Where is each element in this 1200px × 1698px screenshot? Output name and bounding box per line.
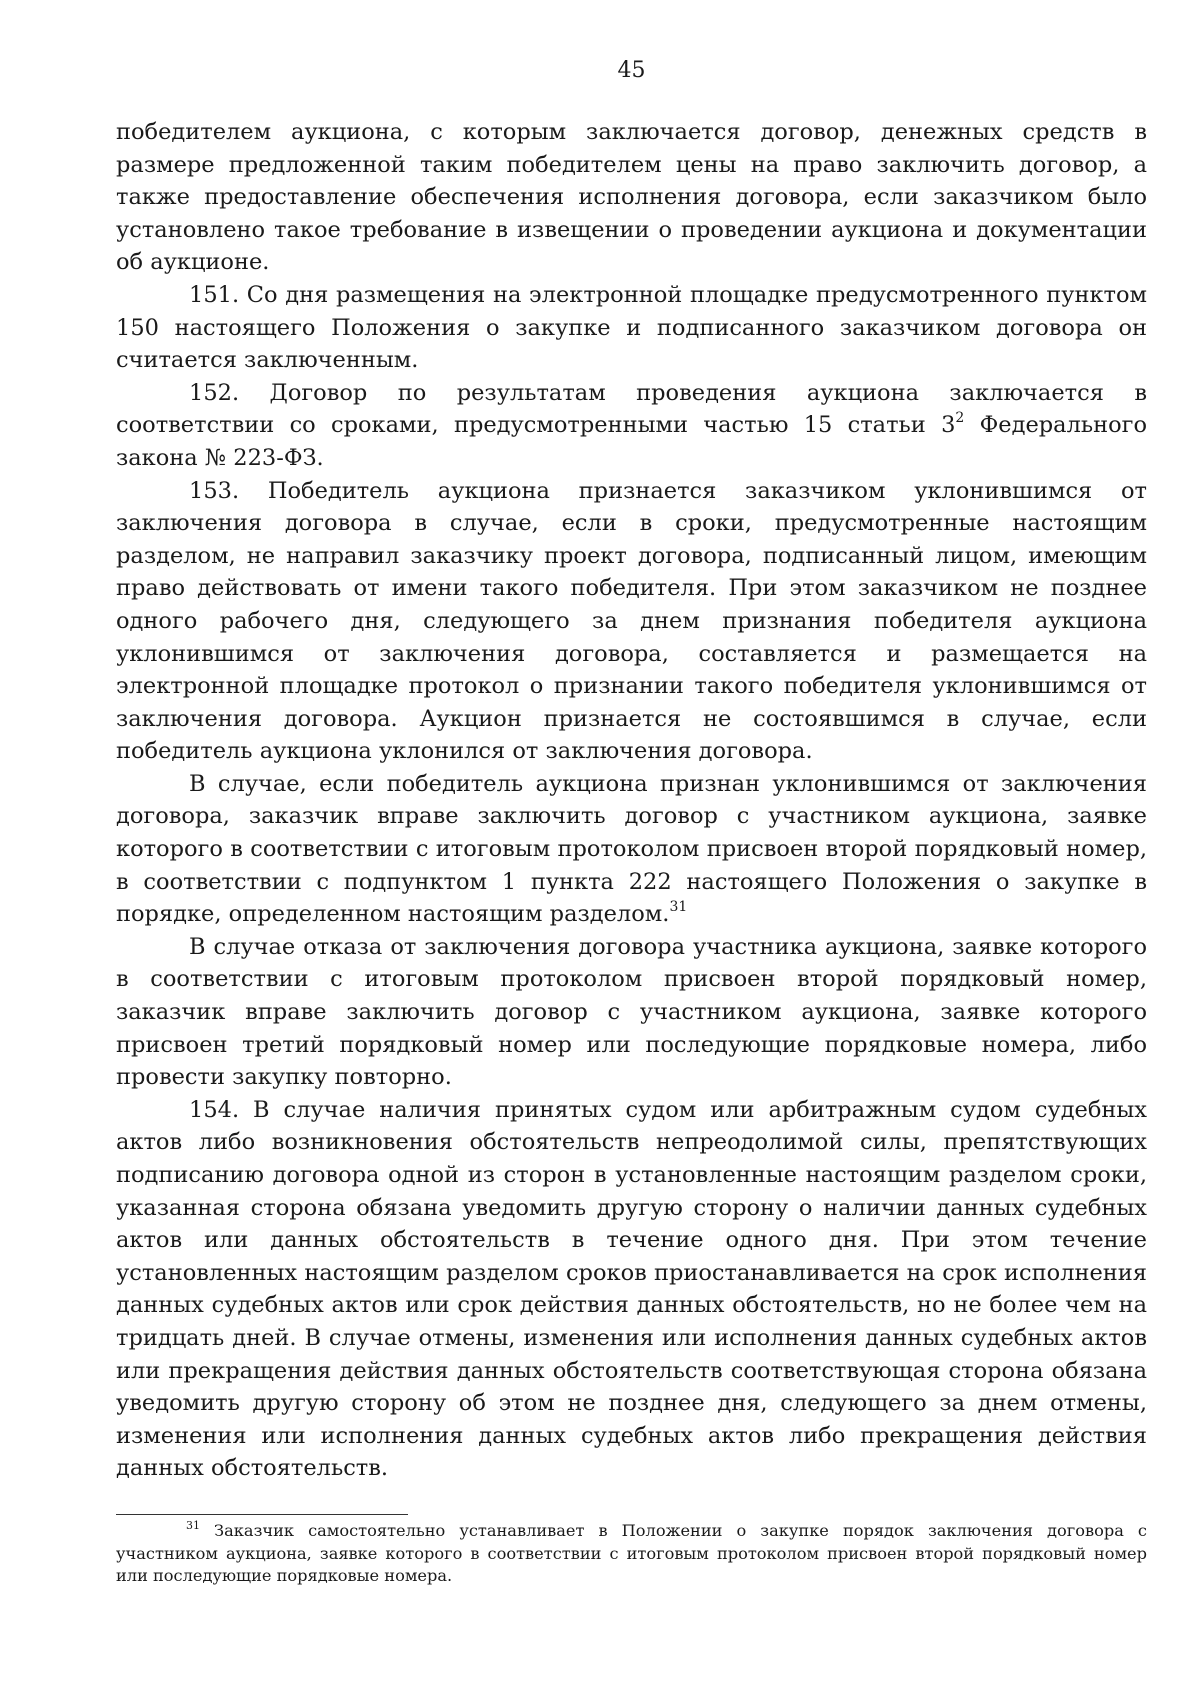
paragraph-152-text-end: Федерального закона № 223-ФЗ.	[116, 412, 1147, 471]
document-body	[116, 116, 1147, 1485]
footnote	[116, 1520, 1147, 1588]
paragraph-153-evasion-text: В случае, если победитель аукциона признан уклонившимся от заключения договора, заказчик вправе заключить договор с участником аукциона, заявке которого в соответствии с итоговым протоколом присвоен второй порядковый номер, в соответствии с подпунктом 1 пункта 222 настоящего Положения о закупке в порядке, определенном настоящим разделом.	[116, 770, 1147, 928]
paragraph-continuation: победителем аукциона, с которым заключается договор, денежных средств в размере предложенной таким победителем цены на право заключить договор, а также предоставление обеспечения исполнения договора, если заказчиком было установлено такое требование в извещении о проведении аукциона и документации об аукционе.	[116, 119, 1147, 276]
footnote-text: Заказчик самостоятельно устанавливает в Положении о закупке порядок заключения договора с участником аукциона, заявке которого в соответствии с итоговым протоколом присвоен второй порядковый номер или последующие порядковые номера.	[116, 1521, 1147, 1586]
footnote-number: 31	[186, 1519, 200, 1532]
paragraph-153: 153. Победитель аукциона признается заказчиком уклонившимся от заключения договора в случае, если в сроки, предусмотренные настоящим разделом, не направил заказчику проект договора, подписанный лицом, имеющим право действовать от имени такого победителя. При этом заказчиком не позднее одного рабочего дня, следующего за днем признания победителя аукциона уклонившимся от заключения договора, составляется и размещается на электронной площадке протокол о признании такого победителя уклонившимся от заключения договора. Аукцион признается не состоявшимся в случае, если победитель аукциона уклонился от заключения договора.	[116, 477, 1147, 765]
paragraph-151: 151. Со дня размещения на электронной площадке предусмотренного пунктом 150 настоящего Положения о закупке и подписанного заказчиком договора он считается заключенным.	[116, 281, 1147, 374]
paragraph-154: 154. В случае наличия принятых судом или арбитражным судом судебных актов либо возникновения обстоятельств непреодолимой силы, препятствующих подписанию договора одной из сторон в установленные настоящим разделом сроки, указанная сторона обязана уведомить другую сторону о наличии данных судебных актов или данных обстоятельств в течение одного дня. При этом течение установленных настоящим разделом сроков приостанавливается на срок исполнения данных судебных актов или срок действия данных обстоятельств, но не более чем на тридцать дней. В случае отмены, изменения или исполнения данных судебных актов или прекращения действия данных обстоятельств соответствующая сторона обязана уведомить другую сторону об этом не позднее дня, следующего за днем отмены, изменения или исполнения данных судебных актов либо прекращения действия данных обстоятельств.	[116, 1096, 1147, 1482]
paragraph-152-text: 152. Договор по результатам проведения аукциона заключается в соответствии со сроками, предусмотренными частью 15 статьи 3	[116, 379, 1147, 439]
paragraph-152	[116, 377, 1147, 475]
paragraph-153-refusal: В случае отказа от заключения договора участника аукциона, заявке которого в соответствии с итоговым протоколом присвоен второй порядковый номер, заказчик вправе заключить договор с участником аукциона, заявке которого присвоен третий порядковый номер или последующие порядковые номера, либо провести закупку повторно.	[116, 933, 1147, 1091]
footnote-reference[interactable]: 31	[669, 899, 688, 916]
paragraph-153-evasion	[116, 768, 1147, 931]
page-number: 45	[617, 58, 646, 83]
article-superscript: 2	[955, 410, 965, 427]
footnote-divider	[116, 1514, 408, 1515]
